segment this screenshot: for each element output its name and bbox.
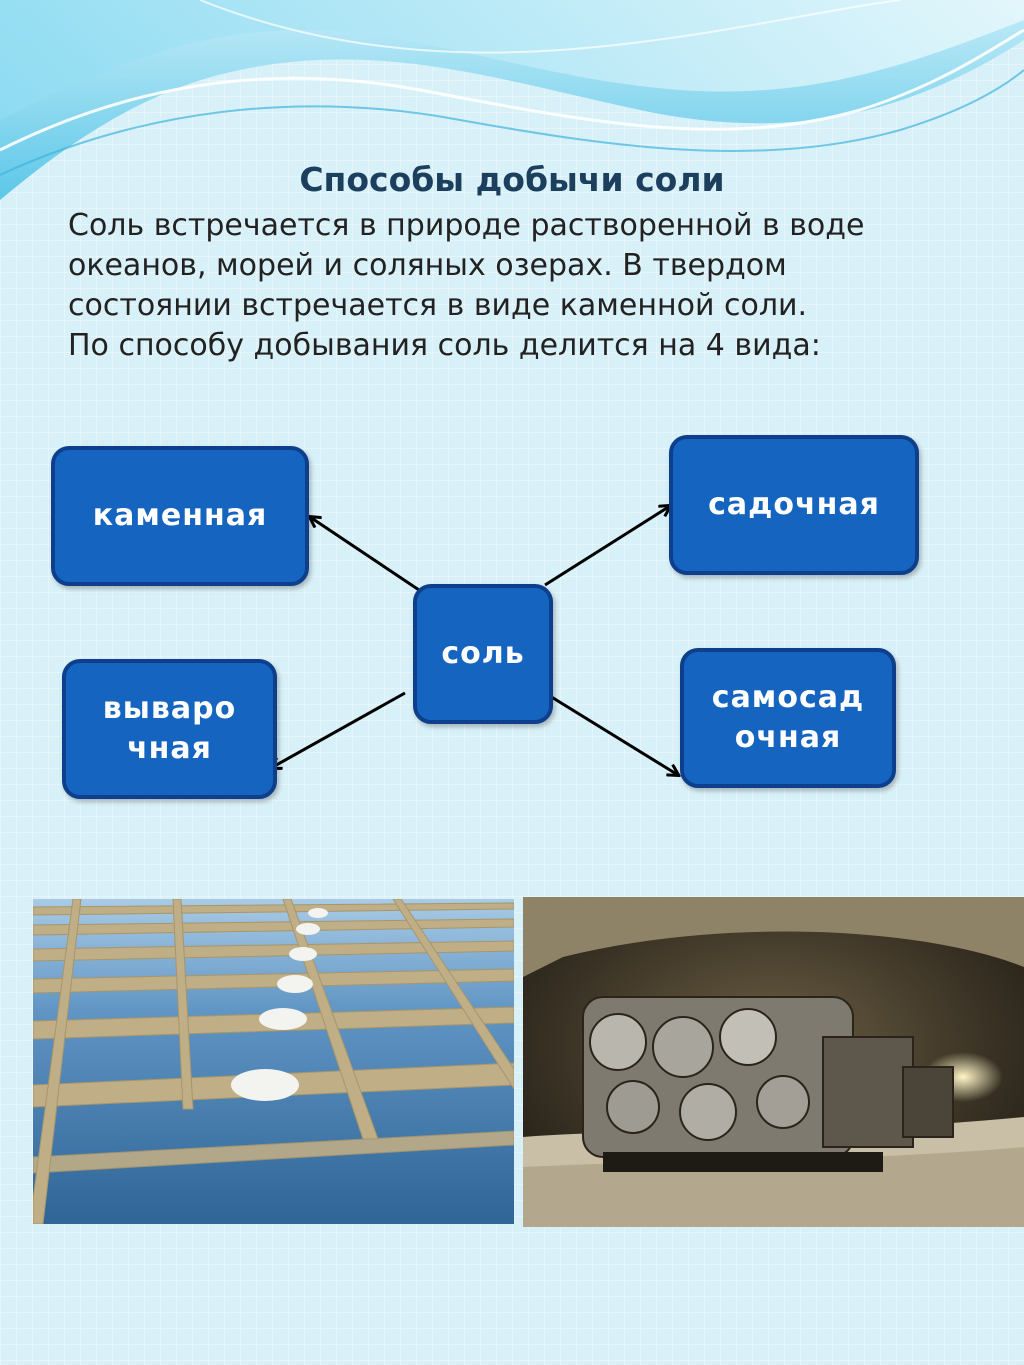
node-center-sol xyxy=(413,584,553,724)
node-sadochnaya-label: садочная xyxy=(708,487,880,522)
node-vyvarochnaya-line-2: чная xyxy=(127,731,212,766)
node-kamennaya-label: каменная xyxy=(92,498,268,533)
node-vyvarochnaya-line-1: выварo xyxy=(102,691,237,726)
node-center-label: соль xyxy=(441,636,525,671)
node-sadochnaya xyxy=(669,435,919,575)
node-vyvarochnaya xyxy=(62,659,277,799)
intro-line: океанов, морей и соляных озерах. В твердом xyxy=(68,248,787,283)
arrow-to-vyvarochnaya xyxy=(271,693,405,768)
arrow-to-kamennaya xyxy=(310,517,428,596)
node-samosadochnaya xyxy=(680,648,896,788)
intro-line: Соль встречается в природе растворенной в воде xyxy=(68,208,865,243)
intro-line: По способу добывания соль делится на 4 вида: xyxy=(68,328,821,363)
arrow-to-samosadochnaya xyxy=(545,693,678,775)
node-samosadochnaya-line-2: очная xyxy=(734,720,842,755)
arrow-to-sadochnaya xyxy=(545,506,670,585)
salt-ponds-photo xyxy=(33,899,514,1224)
node-kamennaya xyxy=(51,446,309,586)
salt-mine-photo xyxy=(523,897,1024,1227)
slide-title: Способы добычи соли xyxy=(299,160,725,199)
node-samosadochnaya-line-1: самосад xyxy=(711,680,865,715)
intro-line: состоянии встречается в виде каменной соли. xyxy=(68,288,808,323)
